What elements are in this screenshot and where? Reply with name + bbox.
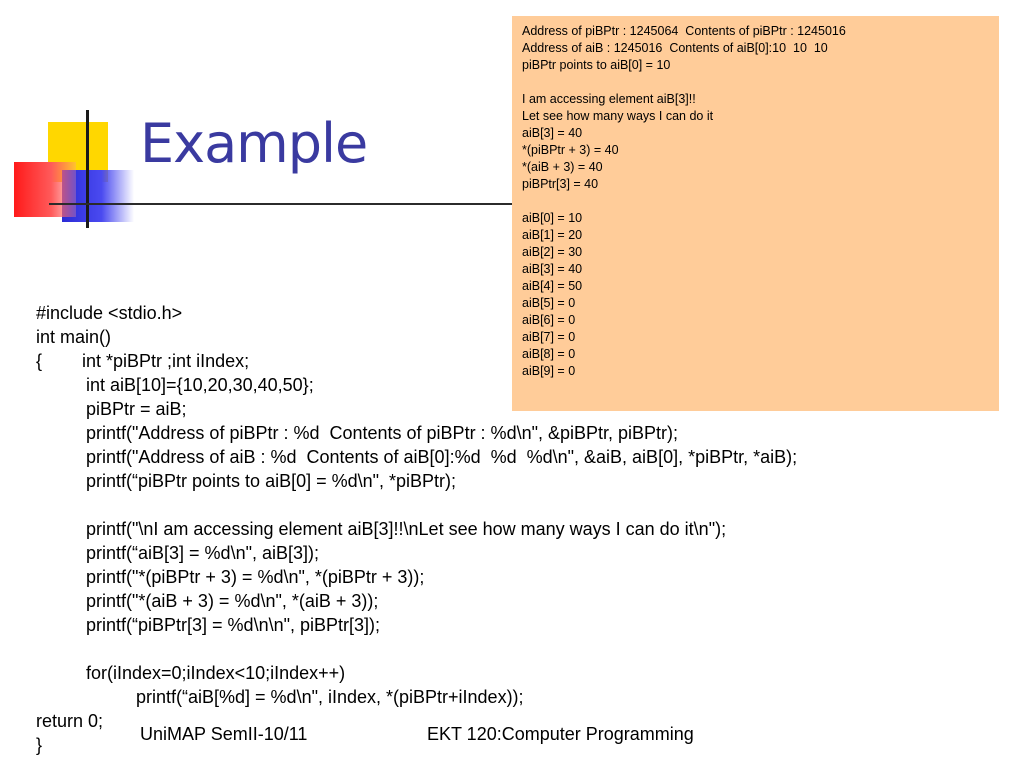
slide-title: Example [140,112,368,175]
output-line: *(aiB + 3) = 40 [522,160,603,174]
footer-course: UniMAP SemII-10/11 [140,724,308,744]
output-line: piBPtr[3] = 40 [522,177,599,191]
code-line: printf("\nI am accessing element aiB[3]!!\nLet see how many ways I can do it\n"); [86,519,727,539]
code-line: piBPtr = aiB; [86,399,187,419]
footer-subject: EKT 120:Computer Programming [427,724,694,744]
output-line: aiB[3] = 40 [522,126,583,140]
output-line: aiB[0] = 10 [522,211,583,225]
output-line: Address of piBPtr : 1245064 Contents of piBPtr : 1245016 [522,24,846,38]
code-line: printf("Address of piBPtr : %d Contents of piBPtr : %d\n", &piBPtr, piBPtr); [86,423,679,443]
logo-red-square [14,162,76,217]
code-line: #include <stdio.h> [36,303,183,323]
output-line: aiB[1] = 20 [522,228,583,242]
code-line: printf("*(piBPtr + 3) = %d\n", *(piBPtr + 3)); [86,567,425,587]
output-line: aiB[3] = 40 [522,262,583,276]
output-line: Address of aiB : 1245016 Contents of aiB[0]:10 10 10 [522,41,828,55]
code-line: for(iIndex=0;iIndex<10;iIndex++) [86,663,346,683]
code-line: return 0; [36,711,104,731]
code-line: printf("*(aiB + 3) = %d\n", *(aiB + 3)); [86,591,379,611]
code-line: printf(“piBPtr points to aiB[0] = %d\n", *piBPtr); [86,471,457,491]
output-line: aiB[6] = 0 [522,313,576,327]
output-line: aiB[4] = 50 [522,279,583,293]
code-line [36,493,797,517]
code-line: printf(“aiB[3] = %d\n", aiB[3]); [86,543,319,563]
logo-vertical-line [86,110,89,228]
output-line: I am accessing element aiB[3]!! [522,92,696,106]
code-listing [36,301,797,757]
output-line: aiB[7] = 0 [522,330,576,344]
output-line: aiB[9] = 0 [522,364,576,378]
code-line: printf("Address of aiB : %d Contents of aiB[0]:%d %d %d\n", &aiB, aiB[0], *piBPtr, *aiB); [86,447,798,467]
code-line: printf(“aiB[%d] = %d\n", iIndex, *(piBPtr+iIndex)); [136,687,524,707]
title-underline [49,203,569,205]
code-line [36,637,797,661]
output-line [522,74,999,91]
output-line [522,193,999,210]
code-line: int aiB[10]={10,20,30,40,50}; [86,375,314,395]
code-line: } [36,735,43,755]
code-line: printf(“piBPtr[3] = %d\n\n", piBPtr[3]); [86,615,381,635]
output-line: piBPtr points to aiB[0] = 10 [522,58,671,72]
output-line: aiB[2] = 30 [522,245,583,259]
code-line: int main() [36,327,112,347]
output-line: *(piBPtr + 3) = 40 [522,143,619,157]
output-line: aiB[5] = 0 [522,296,576,310]
code-line: { int *piBPtr ;int iIndex; [36,351,250,371]
output-line: aiB[8] = 0 [522,347,576,361]
output-line: Let see how many ways I can do it [522,109,714,123]
